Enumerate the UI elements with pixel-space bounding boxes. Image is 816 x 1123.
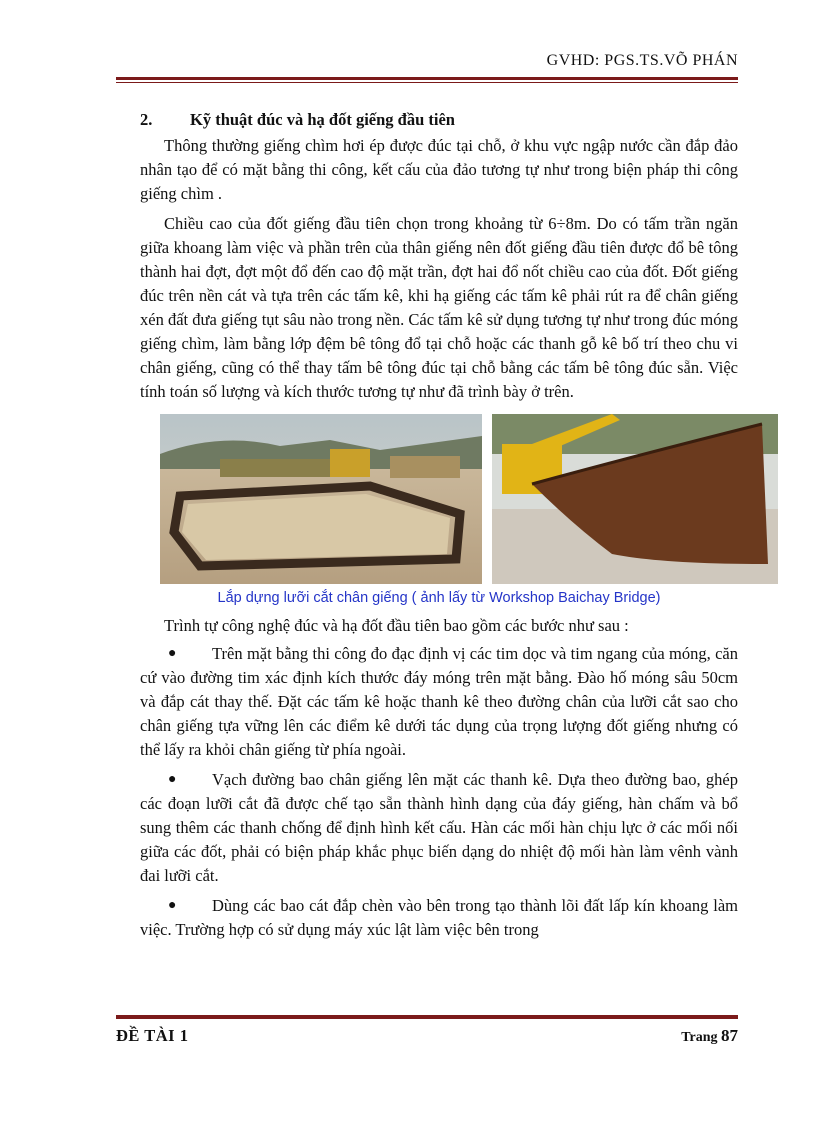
section-heading xyxy=(140,110,738,130)
section-title: Kỹ thuật đúc và hạ đốt giếng đầu tiên xyxy=(190,110,455,129)
bullet-icon: ● xyxy=(168,772,177,787)
steps-intro: Trình tự công nghệ đúc và hạ đốt đầu tiên bao gồm các bước như sau : xyxy=(164,616,629,635)
list-item xyxy=(140,768,738,888)
photo-cutting-edge-frame xyxy=(160,414,482,584)
list-item xyxy=(140,642,738,762)
page-number xyxy=(681,1026,738,1046)
footer-rule xyxy=(116,1013,738,1019)
page-header: GVHD: PGS.TS.VÕ PHÁN xyxy=(546,52,738,69)
header-rule xyxy=(116,77,738,83)
section-number: 2. xyxy=(140,110,153,129)
page-label: Trang xyxy=(681,1030,718,1045)
page-content xyxy=(140,110,738,948)
paragraph: Chiều cao của đốt giếng đầu tiên chọn trong khoảng từ 6÷8m. Do có tấm trần ngăn giữa khoang làm việc và phần trên của thân giếng nên đốt giếng đầu tiên được đổ bê tông thành hai đợt, đợt một đổ đến cao độ mặt trần, đợt hai đổ nốt chiều cao của đốt. Đốt giếng đúc trên nền cát và tựa trên các tấm kê, khi hạ giếng các tấm kê phải rút ra để chân giếng xén đất đưa giếng tụt sâu nào trong nền. Các tấm kê sử dụng tương tự như trong đúc móng giếng chìm, làm bằng lớp đệm bê tông đổ tại chỗ hoặc các thanh gỗ kê bố trí theo chu vi chân giếng, cũng có thể thay tấm bê tông đúc tại chỗ bằng các tấm bê tông đúc sẵn. Việc tính toán số lượng và kích thước tương tự như đã trình bày ở trên. xyxy=(140,214,738,401)
paragraph: Thông thường giếng chìm hơi ép được đúc tại chỗ, ở khu vực ngập nước cần đắp đảo nhân tạo để có mặt bằng thi công, kết cấu của đảo tương tự như trong biện pháp thi công giếng chìm . xyxy=(140,136,738,203)
bullet-icon: ● xyxy=(168,898,177,913)
list-item-text: Trên mặt bằng thi công đo đạc định vị các tim dọc và tim ngang của móng, căn cứ vào đường tim xác định kích thước đáy móng trên mặt bằng. Đào hố móng sâu 50cm và đắp cát thay thế. Đặt các tấm kê hoặc thanh kê theo đường chân của lưỡi cắt sao cho chân giếng tựa vững lên các điểm kê dưới tác dụng của trọng lượng đốt giếng nhưng có thể lấy ra khỏi chân giếng từ phía ngoài. xyxy=(140,644,738,759)
figure-caption: Lắp dựng lưỡi cắt chân giếng ( ảnh lấy từ Workshop Baichay Bridge) xyxy=(217,590,661,606)
list-item-text: Vạch đường bao chân giếng lên mặt các thanh kê. Dựa theo đường bao, ghép các đoạn lưỡi cắt đã được chế tạo sẵn thành hình dạng của đáy giếng, hàn chấm và bổ sung thêm các thanh chống để định hình kết cấu. Hàn các mối hàn chịu lực ở các mối nối giữa các đốt, phải có biện pháp khắc phục biến dạng do nhiệt độ mối hàn làm vênh vành đai lưỡi cắt. xyxy=(140,770,738,885)
bullet-icon: ● xyxy=(168,646,177,661)
photo-cutting-edge-plate xyxy=(492,414,778,584)
list-item xyxy=(140,894,738,942)
list-item-text: Dùng các bao cát đắp chèn vào bên trong tạo thành lõi đất lấp kín khoang làm việc. Trường hợp có sử dụng máy xúc lật làm việc bên trong xyxy=(140,896,738,939)
footer-topic: ĐỀ TÀI 1 xyxy=(116,1026,189,1045)
page-number-value: 87 xyxy=(721,1026,738,1045)
figure xyxy=(156,414,726,584)
